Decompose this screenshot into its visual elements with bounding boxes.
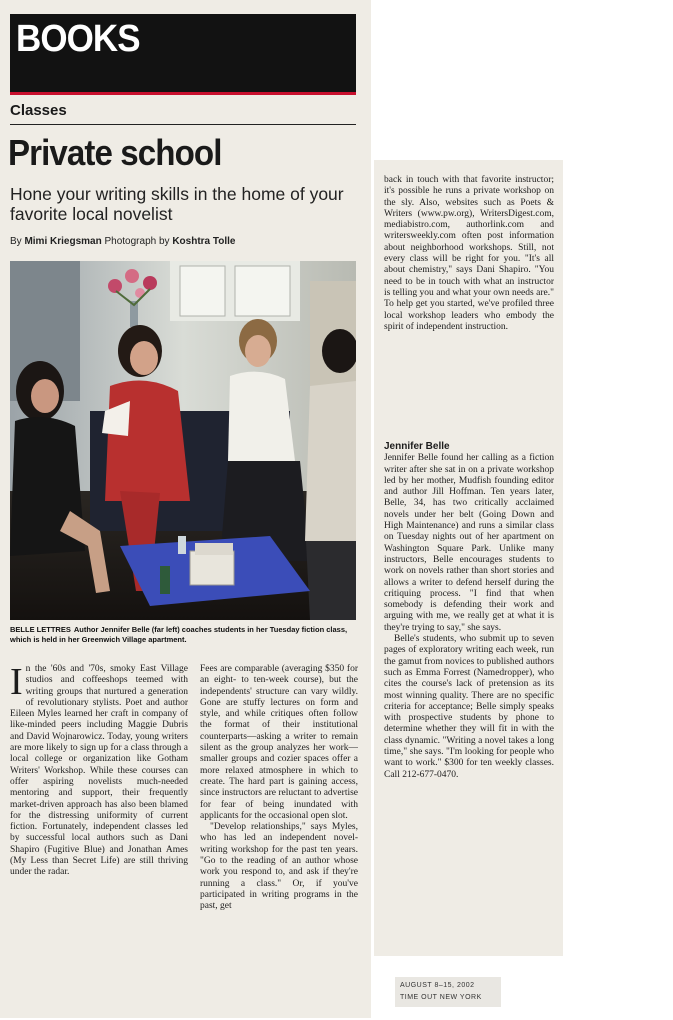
section-divider [10,124,356,125]
section-banner [10,14,356,95]
body-col4-p1: Jennifer Belle found her calling as a fiction writer after she sat in on a private workshop led by her mother, Mudfish founding editor and author Jill Hoffman. Ten years later, Belle, 34, has two critically acclaimed novels under her belt (Going Down and High Maintenance) and runs a similar class on Tuesday nights out of her apartment on Washington Square Park. Unlike many instructors, Belle encourages students to work on novels rather than short stories and allows a writer to defend herself during the critiquing process. "I find that when somebody is defending their work and arguing with me, we really get at what it is they're trying to say," she says. [384,453,554,633]
section-title: BOOKS [16,18,140,60]
body-col4-p2: Belle's students, who submit up to seven pages of exploratory writing each week, run the gamut from novices to published authors such as Emma Forrest (Namedropper), who cites the course's lack of pretension as its most winning quality. There are no specific criteria for acceptance; Belle simply speaks with prospective students by phone to determine whether they will fit in with the class dynamic. "Writing a novel takes a long time," she says. "I'm looking for people who want to work." $300 for ten weekly classes. Call 212-677-0470. [384,634,554,780]
body-col3-text: back in touch with that favorite instructor; it's possible he runs a private workshop on the sly. Also, websites such as Poets & Writers (www.pw.org), WritersDigest.com, mediabistro.com, authorlink.com and writersweekly.com often post information about neighborhood workshops. Still, not every class will be right for you. "It's all about chemistry," says Dani Shapiro. "You need to be in touch with what an instructor is telling you and what your own needs are." To help get you started, we've profiled three local workshop leaders who embody the spirit of independent instruction. [384,175,554,332]
byline [10,236,235,247]
photo-caption [10,625,356,645]
body-col1-text: n the '60s and '70s, smoky East Village studios and coffeeshops teemed with writing groups that nurtured a generation of revolutionary stylists. Poet and author Eileen Myles learned her craft in company of like-minded peers including Maggie Dubris and David Wojnarowicz. Today, young writers are more likely to sign up for a class through a local college or organization like Gotham Writers' Workshop. While these courses can offer aspiring novelists much-needed mentoring and support, their frequently market-driven approach has also been blamed for the distressing uniformity of current fiction. Fortunately, independent classes led by successful local authors such as Dani Shapiro (Fugitive Blue) and Jonathan Ames (My Less than Secret Life) are still thriving under the radar. [10,664,188,878]
issue-date: AUGUST 8–15, 2002 [400,982,475,989]
body-column-4 [384,441,554,951]
article-photo [10,261,356,620]
byline-by-label: By [10,236,22,247]
body-col2-p2: "Develop relationships," says Myles, who has led an independent novel-writing workshop for the past ten years. "Go to the reading of an author whose work you respond to, and ask if they're running a class." Or, if you've participated in writing programs in the past, get [200,822,358,912]
profile-subhead: Jennifer Belle [384,441,450,452]
body-column-1 [10,664,188,1014]
caption-lead: BELLE LETTRES [10,625,71,634]
body-col2-p1: Fees are comparable (averaging $350 for an eight- to ten-week course), but the independents' structure can vary wildly. Gone are stuffy lectures on form and style, and while critiques often follow the format of their institutional counterparts—asking a writer to remain silent as the group analyzes her work—smaller groups and cozier spaces offer a more relaxed atmosphere in which to create. The hard part is gaining access, since instructors are reluctant to advertise for fear of being inundated with applicants for the occasional open slot. [200,664,358,821]
body-column-3 [384,175,554,433]
publication-name: TIME OUT NEW YORK [400,994,482,1001]
byline-author: Mimi Kriegsman [24,236,102,247]
drop-cap: I [10,664,23,703]
deck: Hone your writing skills in the home of your favorite local novelist [10,184,344,224]
subsection-label: Classes [10,102,67,119]
issue-dateline [395,977,501,1007]
byline-photo-label: Photograph by [104,236,170,247]
body-column-2 [200,664,358,1014]
headline: Private school [8,132,222,173]
caption-text: Author Jennifer Belle (far left) coaches students in her Tuesday fiction class, which is held in her Greenwich Village apartment. [10,625,348,644]
byline-photographer: Koshtra Tolle [172,236,236,247]
